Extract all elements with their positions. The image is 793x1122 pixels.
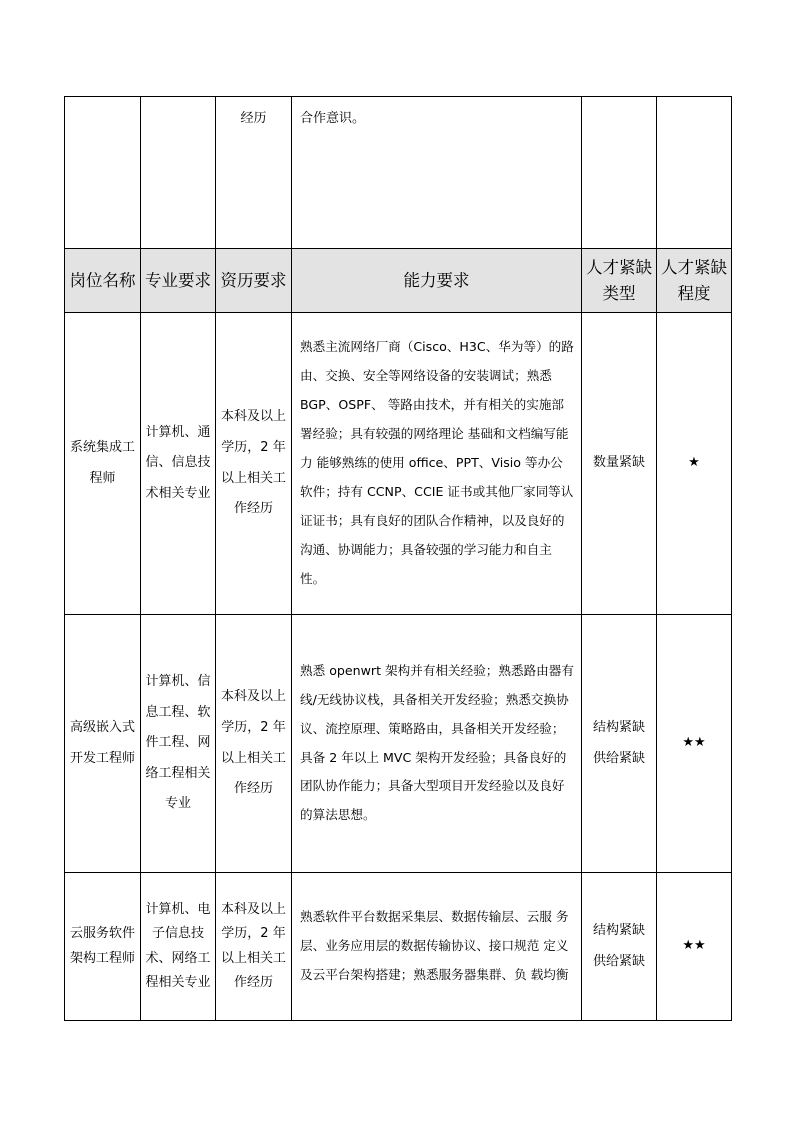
- cell-name: 高级嵌入式开发工程师: [65, 615, 141, 873]
- cell-shortage-level: ★: [657, 313, 732, 615]
- cell-major: 计算机、通信、信息技术相关专业: [141, 313, 216, 615]
- cell-empty-level: [657, 97, 732, 249]
- cell-ability: 熟悉 openwrt 架构并有相关经验；熟悉路由器有线/无线协议栈，具备相关开发经验；熟悉交换协议、流控原理、策略路由，具备相关开发经验；具备 2 年以上 MVC 架构开发经验；具备良好的团队协作能力；具备大型项目开发经验以及良好的算法思想。: [292, 615, 582, 873]
- table-row: [65, 873, 732, 1021]
- header-name: 岗位名称: [65, 249, 141, 313]
- header-row: [65, 249, 732, 313]
- talent-demand-table: [64, 96, 732, 1021]
- cell-shortage-type: 结构紧缺 供给紧缺: [582, 873, 657, 1021]
- cell-ability-cont: 合作意识。: [292, 97, 582, 249]
- header-shortage-level: 人才紧缺程度: [657, 249, 732, 313]
- header-major: 专业要求: [141, 249, 216, 313]
- cell-ability: 熟悉主流网络厂商（Cisco、H3C、华为等）的路由、交换、安全等网络设备的安装调试；熟悉 BGP、OSPF、 等路由技术，并有相关的实施部署经验；具有较强的网络理论 基础和文档编写能力 能够熟练的使用 office、PPT、Visio 等办公软件；持有 CCNP、CCIE 证书或其他厂家同等认证证书；具有良好的团队合作精神，以及良好的沟通、协调能力；具备较强的学习能力和自主性。: [292, 313, 582, 615]
- cell-major: 计算机、信息工程、软件工程、网络工程相关专业: [141, 615, 216, 873]
- cell-shortage-level: ★★: [657, 615, 732, 873]
- cell-experience: 本科及以上学历，2 年以上相关工作经历: [216, 873, 292, 1021]
- table-row: [65, 615, 732, 873]
- header-experience: 资历要求: [216, 249, 292, 313]
- cell-shortage-level: ★★: [657, 873, 732, 1021]
- cell-name: 云服务软件架构工程师: [65, 873, 141, 1021]
- cell-empty-major: [141, 97, 216, 249]
- cell-empty-type: [582, 97, 657, 249]
- cell-experience-cont: 经历: [216, 97, 292, 249]
- cell-experience: 本科及以上学历，2 年以上相关工作经历: [216, 313, 292, 615]
- cell-name: 系统集成工程师: [65, 313, 141, 615]
- cell-empty-name: [65, 97, 141, 249]
- header-ability: 能力要求: [292, 249, 582, 313]
- cell-shortage-type: 结构紧缺 供给紧缺: [582, 615, 657, 873]
- continuation-row: [65, 97, 732, 249]
- cell-shortage-type: 数量紧缺: [582, 313, 657, 615]
- cell-major: 计算机、电子信息技术、网络工程相关专业: [141, 873, 216, 1021]
- cell-ability: 熟悉软件平台数据采集层、数据传输层、云服 务层、业务应用层的数据传输协议、接口规范 定义及云平台架构搭建；熟悉服务器集群、负 载均衡: [292, 873, 582, 1021]
- cell-experience: 本科及以上学历，2 年以上相关工作经历: [216, 615, 292, 873]
- header-shortage-type: 人才紧缺类型: [582, 249, 657, 313]
- table-row: [65, 313, 732, 615]
